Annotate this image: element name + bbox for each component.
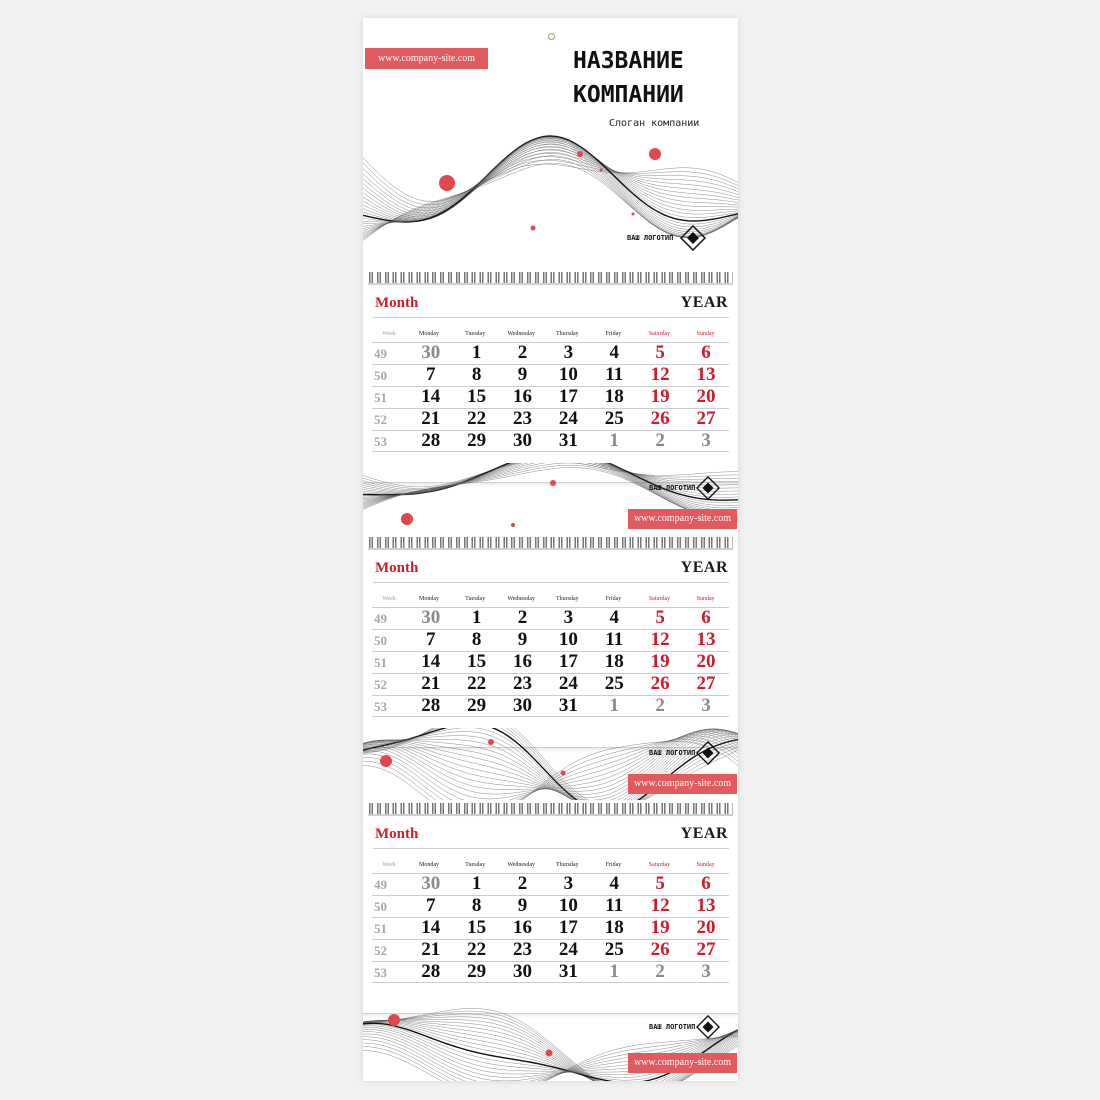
day-cell: 23 — [513, 939, 533, 960]
day-cell: 28 — [421, 961, 441, 982]
red-dot — [649, 148, 661, 160]
weekday-header-row — [372, 594, 729, 607]
day-cell: 30 — [513, 961, 533, 982]
day-cell: 4 — [609, 873, 620, 894]
week-number: 51 — [374, 655, 387, 670]
calendar-grid — [372, 329, 729, 452]
company-name — [573, 44, 733, 112]
day-cell: 8 — [471, 629, 482, 650]
day-cell: 29 — [467, 430, 487, 451]
day-cell: 19 — [650, 651, 670, 672]
day-cell: 22 — [467, 939, 487, 960]
red-dot — [488, 739, 494, 745]
day-cell: 3 — [563, 607, 574, 628]
week-row — [372, 607, 729, 629]
weekday-header: Friday — [605, 596, 622, 602]
weekday-header: Monday — [419, 331, 440, 337]
day-cell: 23 — [513, 408, 533, 429]
diamond-logo-icon — [696, 741, 720, 765]
week-row — [372, 939, 729, 961]
divider — [373, 848, 729, 849]
day-cell: 4 — [609, 342, 620, 363]
month-page — [363, 551, 738, 748]
day-cell: 26 — [650, 939, 670, 960]
week-row — [372, 629, 729, 651]
week-number: 49 — [374, 611, 387, 626]
website-tag: www.company-site.com — [628, 774, 737, 794]
day-cell: 1 — [471, 342, 482, 363]
weekday-header: Sunday — [696, 331, 715, 337]
day-cell: 12 — [650, 364, 670, 385]
wave-line — [363, 144, 738, 236]
day-cell: 13 — [696, 629, 716, 650]
week-row — [372, 695, 729, 717]
spiral-binding — [368, 271, 733, 285]
day-cell: 10 — [558, 895, 578, 916]
weekday-header: Saturday — [648, 862, 671, 868]
week-row — [372, 917, 729, 939]
year-label: YEAR — [680, 559, 728, 576]
day-cell: 25 — [604, 939, 624, 960]
day-cell: 29 — [467, 961, 487, 982]
day-cell: 3 — [701, 430, 711, 451]
weekday-header: Thursday — [555, 331, 579, 337]
day-cell: 15 — [467, 386, 487, 407]
day-cell: 28 — [421, 430, 441, 451]
day-cell: 11 — [605, 895, 624, 916]
day-cell: 2 — [517, 342, 528, 363]
wave-line — [363, 153, 738, 202]
red-dot — [577, 151, 583, 157]
day-cell: 9 — [517, 629, 528, 650]
day-cell: 18 — [604, 386, 624, 407]
day-cell: 2 — [517, 873, 528, 894]
day-cell: 1 — [471, 607, 482, 628]
weekday-header: Tuesday — [465, 596, 486, 602]
week-number: 51 — [374, 390, 387, 405]
day-cell: 9 — [517, 895, 528, 916]
day-cell: 17 — [558, 651, 578, 672]
week-number: 50 — [374, 368, 387, 383]
day-cell: 20 — [696, 651, 716, 672]
day-cell: 1 — [609, 695, 620, 716]
diamond-logo-icon — [696, 1015, 720, 1039]
week-row — [372, 430, 729, 452]
week-number: 52 — [374, 943, 387, 958]
wave-line — [363, 146, 738, 236]
week-number: 49 — [374, 346, 387, 361]
weekday-header: Monday — [419, 596, 440, 602]
weekday-header: Friday — [605, 862, 622, 868]
month-page — [363, 286, 738, 483]
week-row — [372, 408, 729, 430]
day-cell: 11 — [605, 629, 624, 650]
week-row — [372, 651, 729, 673]
day-cell: 10 — [558, 364, 578, 385]
day-cell: 30 — [513, 695, 533, 716]
day-cell: 16 — [513, 386, 533, 407]
week-number: 53 — [374, 965, 387, 980]
weekday-header: Friday — [605, 331, 622, 337]
week-number: 50 — [374, 633, 387, 648]
day-cell: 25 — [604, 673, 624, 694]
spiral-binding — [368, 536, 733, 550]
day-cell: 10 — [558, 629, 578, 650]
red-dot — [439, 175, 455, 191]
day-cell: 3 — [563, 873, 574, 894]
day-cell: 19 — [650, 386, 670, 407]
day-cell: 16 — [513, 651, 533, 672]
day-cell: 1 — [471, 873, 482, 894]
red-dot — [632, 213, 635, 216]
day-cell: 17 — [558, 386, 578, 407]
website-tag: www.company-site.com — [365, 48, 488, 69]
year-label: YEAR — [680, 825, 728, 842]
divider — [373, 317, 729, 318]
day-cell: 5 — [655, 342, 665, 363]
week-row — [372, 895, 729, 917]
day-cell: 11 — [605, 364, 624, 385]
diamond-logo-icon — [696, 476, 720, 500]
day-cell: 6 — [701, 607, 711, 628]
company-name-line2: КОМПАНИИ — [573, 82, 684, 108]
day-cell: 21 — [421, 939, 441, 960]
day-cell: 2 — [655, 430, 665, 451]
wave-line — [363, 140, 738, 232]
day-cell: 24 — [558, 939, 578, 960]
day-cell: 4 — [609, 607, 620, 628]
week-row — [372, 364, 729, 386]
day-cell: 14 — [421, 651, 441, 672]
day-cell: 19 — [650, 917, 670, 938]
day-cell: 15 — [467, 917, 487, 938]
day-cell: 2 — [655, 961, 665, 982]
day-cell: 30 — [421, 873, 441, 894]
day-cell: 24 — [558, 673, 578, 694]
weekday-header: Sunday — [696, 862, 715, 868]
day-cell: 29 — [467, 695, 487, 716]
divider — [373, 582, 729, 583]
day-cell: 17 — [558, 917, 578, 938]
red-dot — [546, 1050, 553, 1057]
day-cell: 14 — [421, 386, 441, 407]
week-number: 53 — [374, 699, 387, 714]
day-cell: 18 — [604, 651, 624, 672]
advert-band — [363, 994, 738, 1081]
day-cell: 3 — [701, 961, 711, 982]
weekday-header-row — [372, 860, 729, 873]
year-label: YEAR — [680, 294, 728, 311]
wave-line — [363, 158, 738, 205]
day-cell: 31 — [558, 695, 578, 716]
day-cell: 8 — [471, 364, 482, 385]
diamond-logo-icon — [680, 225, 706, 251]
day-cell: 12 — [650, 629, 670, 650]
red-dot — [561, 771, 566, 776]
red-dot — [550, 480, 556, 486]
hanging-hole — [548, 33, 555, 40]
logo-text: ВАШ ЛОГОТИП — [627, 234, 674, 242]
red-dot — [531, 226, 536, 231]
day-cell: 15 — [467, 651, 487, 672]
weekday-header: Sunday — [696, 596, 715, 602]
day-cell: 6 — [701, 873, 711, 894]
day-cell: 7 — [426, 364, 436, 385]
week-number: 49 — [374, 877, 387, 892]
company-name-line1: НАЗВАНИЕ — [573, 48, 684, 74]
week-row — [372, 342, 729, 364]
day-cell: 27 — [696, 939, 716, 960]
day-cell: 2 — [517, 607, 528, 628]
weekday-header: Week — [382, 331, 396, 337]
weekday-header: Wednesday — [507, 331, 535, 337]
logo-text: ВАШ ЛОГОТИП — [649, 484, 696, 492]
day-cell: 7 — [426, 629, 436, 650]
day-cell: 30 — [421, 342, 441, 363]
day-cell: 30 — [421, 607, 441, 628]
day-cell: 21 — [421, 408, 441, 429]
month-label: Month — [375, 826, 419, 842]
month-label: Month — [375, 560, 419, 576]
day-cell: 28 — [421, 695, 441, 716]
day-cell: 30 — [513, 430, 533, 451]
weekday-header: Wednesday — [507, 596, 535, 602]
day-cell: 5 — [655, 873, 665, 894]
weekday-header: Tuesday — [465, 331, 486, 337]
day-cell: 26 — [650, 673, 670, 694]
wave-line — [363, 144, 738, 217]
day-cell: 8 — [471, 895, 482, 916]
weekday-header: Saturday — [648, 596, 671, 602]
day-cell: 5 — [655, 607, 665, 628]
day-cell: 2 — [655, 695, 665, 716]
website-tag: www.company-site.com — [628, 1053, 737, 1073]
logo-text: ВАШ ЛОГОТИП — [649, 749, 696, 757]
week-row — [372, 386, 729, 408]
day-cell: 20 — [696, 917, 716, 938]
day-cell: 13 — [696, 895, 716, 916]
website-tag: www.company-site.com — [628, 509, 737, 529]
day-cell: 6 — [701, 342, 711, 363]
day-cell: 23 — [513, 673, 533, 694]
weekday-header: Week — [382, 862, 396, 868]
wave-line — [363, 153, 738, 211]
calendar-header — [363, 18, 738, 276]
day-cell: 31 — [558, 961, 578, 982]
week-number: 52 — [374, 412, 387, 427]
calendar-grid — [372, 860, 729, 983]
week-number: 53 — [374, 434, 387, 449]
week-number: 51 — [374, 921, 387, 936]
week-row — [372, 873, 729, 895]
weekday-header: Thursday — [555, 596, 579, 602]
weekday-header: Tuesday — [465, 862, 486, 868]
week-number: 50 — [374, 899, 387, 914]
week-row — [372, 673, 729, 695]
day-cell: 3 — [563, 342, 574, 363]
day-cell: 22 — [467, 673, 487, 694]
day-cell: 1 — [609, 961, 620, 982]
weekday-header: Wednesday — [507, 862, 535, 868]
day-cell: 21 — [421, 673, 441, 694]
day-cell: 16 — [513, 917, 533, 938]
day-cell: 14 — [421, 917, 441, 938]
month-label: Month — [375, 295, 419, 311]
day-cell: 13 — [696, 364, 716, 385]
calendar-grid — [372, 594, 729, 717]
weekday-header-row — [372, 329, 729, 342]
weekday-header: Thursday — [555, 862, 579, 868]
week-number: 52 — [374, 677, 387, 692]
weekday-header: Monday — [419, 862, 440, 868]
wall-calendar — [363, 18, 738, 1081]
red-dot — [600, 169, 603, 172]
month-page — [363, 817, 738, 1014]
day-cell: 22 — [467, 408, 487, 429]
day-cell: 25 — [604, 408, 624, 429]
advert-band — [363, 728, 738, 800]
week-row — [372, 961, 729, 983]
day-cell: 24 — [558, 408, 578, 429]
day-cell: 27 — [696, 673, 716, 694]
day-cell: 26 — [650, 408, 670, 429]
day-cell: 20 — [696, 386, 716, 407]
day-cell: 9 — [517, 364, 528, 385]
logo-text: ВАШ ЛОГОТИП — [649, 1023, 696, 1031]
day-cell: 31 — [558, 430, 578, 451]
company-slogan: Слоган компании — [609, 118, 700, 129]
advert-band — [363, 463, 738, 535]
red-dot — [511, 523, 515, 527]
weekday-header: Week — [382, 596, 396, 602]
day-cell: 1 — [609, 430, 620, 451]
red-dot — [388, 1014, 400, 1026]
day-cell: 7 — [426, 895, 436, 916]
day-cell: 3 — [701, 695, 711, 716]
red-dot — [380, 755, 392, 767]
weekday-header: Saturday — [648, 331, 671, 337]
red-dot — [401, 513, 413, 525]
day-cell: 18 — [604, 917, 624, 938]
spiral-binding — [368, 802, 733, 816]
day-cell: 27 — [696, 408, 716, 429]
wave-line — [363, 136, 738, 224]
day-cell: 12 — [650, 895, 670, 916]
